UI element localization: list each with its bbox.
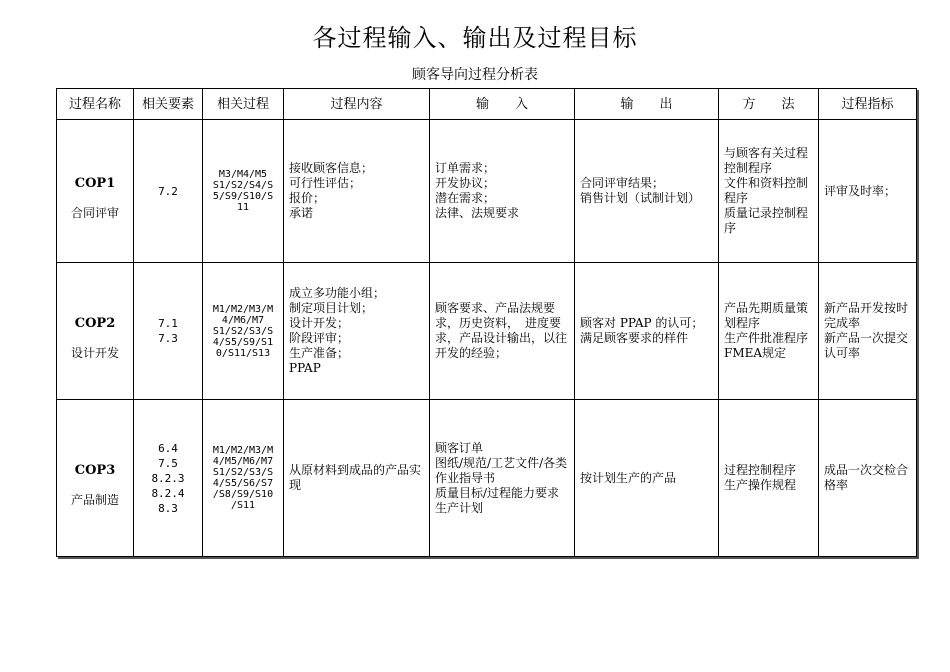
process-name-cell xyxy=(57,400,134,557)
process-name: 合同评审 xyxy=(70,206,119,220)
process-code: COP1 xyxy=(74,176,116,191)
process-name-cell xyxy=(57,263,134,400)
indicator-cell: 成品一次交检合格率 xyxy=(819,400,917,557)
process-analysis-table xyxy=(56,88,917,557)
process-content-cell: 接收顾客信息； 可行性评估； 报价； 承诺 xyxy=(284,120,430,263)
related-elements-cell: 7.1 7.3 xyxy=(134,263,203,400)
header-indicator: 过程指标 xyxy=(819,89,917,120)
related-process-cell: M1/M2/M3/M 4/M5/M6/M7 S1/S2/S3/S 4/S5/S6/S7 /S8/S9/S10 /S11 xyxy=(203,400,284,557)
header-process-content: 过程内容 xyxy=(284,89,430,120)
method-cell: 产品先期质量策划程序 生产件批准程序 FMEA规定 xyxy=(719,263,819,400)
indicator-cell: 评审及时率； xyxy=(819,120,917,263)
input-cell: 顾客要求、产品法规要求，历史资料， 进度要求，产品设计输出，以往开发的经验； xyxy=(430,263,575,400)
table-row xyxy=(57,263,917,400)
method-cell: 过程控制程序 生产操作规程 xyxy=(719,400,819,557)
process-content-cell: 成立多功能小组； 制定项目计划； 设计开发； 阶段评审； 生产准备； PPAP xyxy=(284,263,430,400)
table-row xyxy=(57,400,917,557)
input-cell: 订单需求； 开发协议； 潜在需求； 法律、法规要求 xyxy=(430,120,575,263)
method-cell: 与顾客有关过程控制程序 文件和资料控制程序 质量记录控制程序 xyxy=(719,120,819,263)
header-process-name: 过程名称 xyxy=(57,89,134,120)
header-related-process: 相关过程 xyxy=(203,89,284,120)
process-code: COP3 xyxy=(74,463,116,478)
related-process-cell: M3/M4/M5 S1/S2/S4/S 5/S9/S10/S 11 xyxy=(203,120,284,263)
related-process-cell: M1/M2/M3/M 4/M6/M7 S1/S2/S3/S 4/S5/S9/S1 0/S11/S13 xyxy=(203,263,284,400)
table-row xyxy=(57,120,917,263)
table-header-row xyxy=(57,89,917,120)
document-title: 各过程输入、输出及过程目标 xyxy=(312,24,638,52)
related-elements-cell: 6.4 7.5 8.2.3 8.2.4 8.3 xyxy=(134,400,203,557)
header-output: 输 出 xyxy=(575,89,719,120)
output-cell: 按计划生产的产品 xyxy=(575,400,719,557)
table-caption: 顾客导向过程分析表 xyxy=(412,67,538,83)
header-related-elements: 相关要素 xyxy=(134,89,203,120)
indicator-cell: 新产品开发按时完成率 新产品一次提交认可率 xyxy=(819,263,917,400)
process-name: 产品制造 xyxy=(70,493,119,507)
header-input: 输 入 xyxy=(430,89,575,120)
process-code: COP2 xyxy=(74,316,116,331)
process-name-cell xyxy=(57,120,134,263)
related-elements-cell: 7.2 xyxy=(134,120,203,263)
output-cell: 合同评审结果； 销售计划（试制计划） xyxy=(575,120,719,263)
process-content-cell: 从原材料到成品的产品实现 xyxy=(284,400,430,557)
input-cell: 顾客订单 图纸/规范/工艺文件/各类作业指导书 质量目标/过程能力要求 生产计划 xyxy=(430,400,575,557)
process-name: 设计开发 xyxy=(70,346,119,360)
header-method: 方 法 xyxy=(719,89,819,120)
output-cell: 顾客对 PPAP 的认可；满足顾客要求的样件 xyxy=(575,263,719,400)
